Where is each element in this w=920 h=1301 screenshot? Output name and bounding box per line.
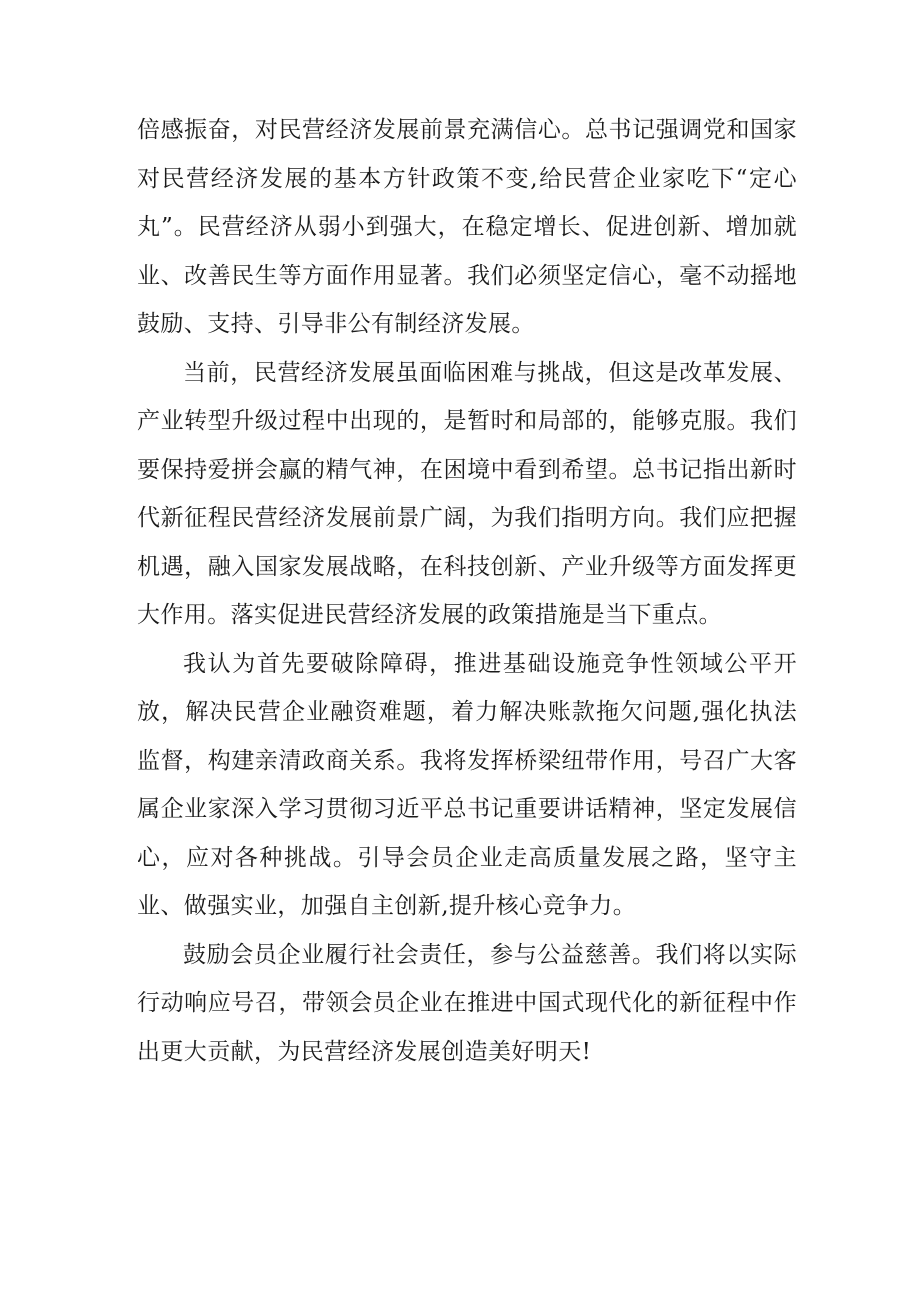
document-body: [137, 106, 797, 1076]
paragraph-3: 我认为首先要破除障碍，推进基础设施竞争性领域公平开放，解决民营企业融资难题，着力解决账款拖欠问题,强化执法监督，构建亲清政商关系。我将发挥桥梁纽带作用，号召广大客属企业家深入学习贯彻习近平总书记重要讲话精神，坚定发展信心，应对各种挑战。引导会员企业走高质量发展之路，坚守主业、做强实业，加强自主创新,提升核心竞争力。: [137, 650, 797, 919]
paragraph-4: 鼓励会员企业履行社会责任，参与公益慈善。我们将以实际行动响应号召，带领会员企业在推进中国式现代化的新征程中作出更大贡献，为民营经济发展创造美好明天!: [137, 941, 797, 1065]
paragraph-1: 倍感振奋，对民营经济发展前景充满信心。总书记强调党和国家对民营经济发展的基本方针政策不变,给民营企业家吃下“定心丸”。民营经济从弱小到强大，在稳定增长、促进创新、增加就业、改善民生等方面作用显著。我们必须坚定信心，毫不动摇地鼓励、支持、引导非公有制经济发展。: [137, 117, 797, 337]
paragraph-2: 当前，民营经济发展虽面临困难与挑战，但这是改革发展、产业转型升级过程中出现的，是暂时和局部的，能够克服。我们要保持爱拼会赢的精气神，在困境中看到希望。总书记指出新时代新征程民营经济发展前景广阔，为我们指明方向。我们应把握机遇，融入国家发展战略，在科技创新、产业升级等方面发挥更大作用。落实促进民营经济发展的政策措施是当下重点。: [137, 359, 797, 628]
